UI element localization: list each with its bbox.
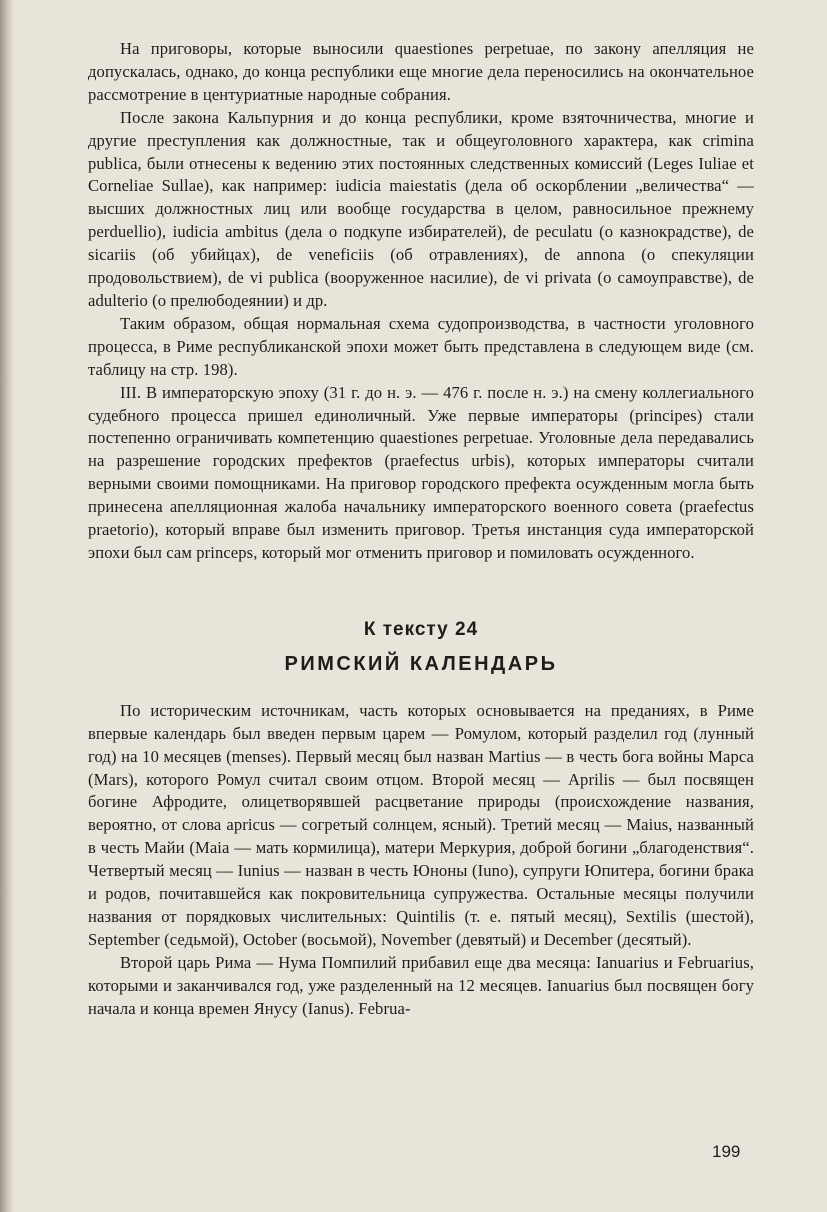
paragraph-romulus-calendar: По историческим источникам, часть которых основывается на преданиях, в Риме впервые календарь был введен первым царем — Ромулом, который разделил год (лунный год) на 10 месяцев (menses). Первый месяц был назван Martius — в честь бога войны Марса (Mars), которого Ромул считал своим отцом. Второй месяц — Aprilis — был посвящен богине Афродите, олицетворявшей расцветание природы (происхождение названия, вероятно, от слова apricus — согретый солнцем, ясный). Третий месяц — Maius, названный в честь Майи (Maia — мать кормилица), матери Меркурия, доброй богини „благоденствия“. Четвертый месяц — Iunius — назван в честь Юноны (Iuno), супруги Юпитера, богини брака и родов, почитавшейся как покровительница супружества. Остальные месяцы получили названия от порядковых числительных: Quintilis (т. е. пятый месяц), Sextilis (шестой), September (седьмой), October (восьмой), November (девятый) и December (десятый). — [88, 700, 754, 949]
page-binding-edge — [0, 0, 14, 1212]
calendar-section — [88, 700, 754, 1021]
top-section — [88, 38, 754, 565]
section-subheading: РИМСКИЙ КАЛЕНДАРЬ — [284, 652, 558, 675]
paragraph-appeals: На приговоры, которые выносили quaestiones perpetuae, по закону апелляция не допускалась, однако, до конца республики еще многие дела переносились на окончательное рассмотрение в центуриатные народные собрания. — [88, 39, 754, 104]
paragraph-numa-pompilius: Второй царь Рима — Нума Помпилий прибавил еще два месяца: Ianuarius и Februarius, которыми и заканчивался год, уже разделенный на 12 месяцев. Ianuarius был посвящен богу начала и конца времен Янусу (Ianus). Februa- — [88, 952, 754, 1018]
paragraph-procedure-scheme: Таким образом, общая нормальная схема судопроизводства, в частности уголовного процесса, в Риме республиканской эпохи может быть представлена в следующем виде (см. таблицу на стр. 198). — [88, 313, 754, 379]
section-heading: К тексту 24 — [363, 618, 479, 640]
paragraph-calpurnius-law: После закона Кальпурния и до конца республики, кроме взяточничества, многие и другие преступления как должностные, так и общеуголовного характера, как crimina publica, были отнесены к ведению этих постоянных следственных комиссий (Leges Iuliae et Corneliae Sullae), как например: iudicia maiestatis (дела об оскорблении „величества“ — высших должностных лиц или вообще государства в целом, равносильное прежнему perduellio), iudicia ambitus (дела о подкупе избирателей), de peculatu (о казнокрадстве), de sicariis (об убийцах), de veneficiis (об отравлениях), de annona (о спекуляции продовольствием), de vi publica (вооруженное насилие), de vi privata (о самоуправстве), de adulterio (о прелюбодеянии) и др. — [88, 107, 754, 310]
page-number: 199 — [712, 1142, 741, 1161]
page-content — [88, 38, 754, 1021]
paragraph-imperial-epoch: III. В императорскую эпоху (31 г. до н. э. — 476 г. после н. э.) на смену коллегиального судебного процесса пришел единоличный. Уже первые императоры (principes) стали постепенно ограничивать компетенцию quaestiones perpetuae. Уголовные дела передавались на разрешение городских префектов (praefectus urbis), которых императоры считали верными своими помощниками. На приговор городского префекта осужденным могла быть принесена апелляционная жалоба начальнику императорского военного совета (praefectus praetorio), который вправе был изменить приговор. Третья инстанция суда императорской эпохи был сам princeps, который мог отменить приговор и помиловать осужденного. — [88, 382, 754, 562]
